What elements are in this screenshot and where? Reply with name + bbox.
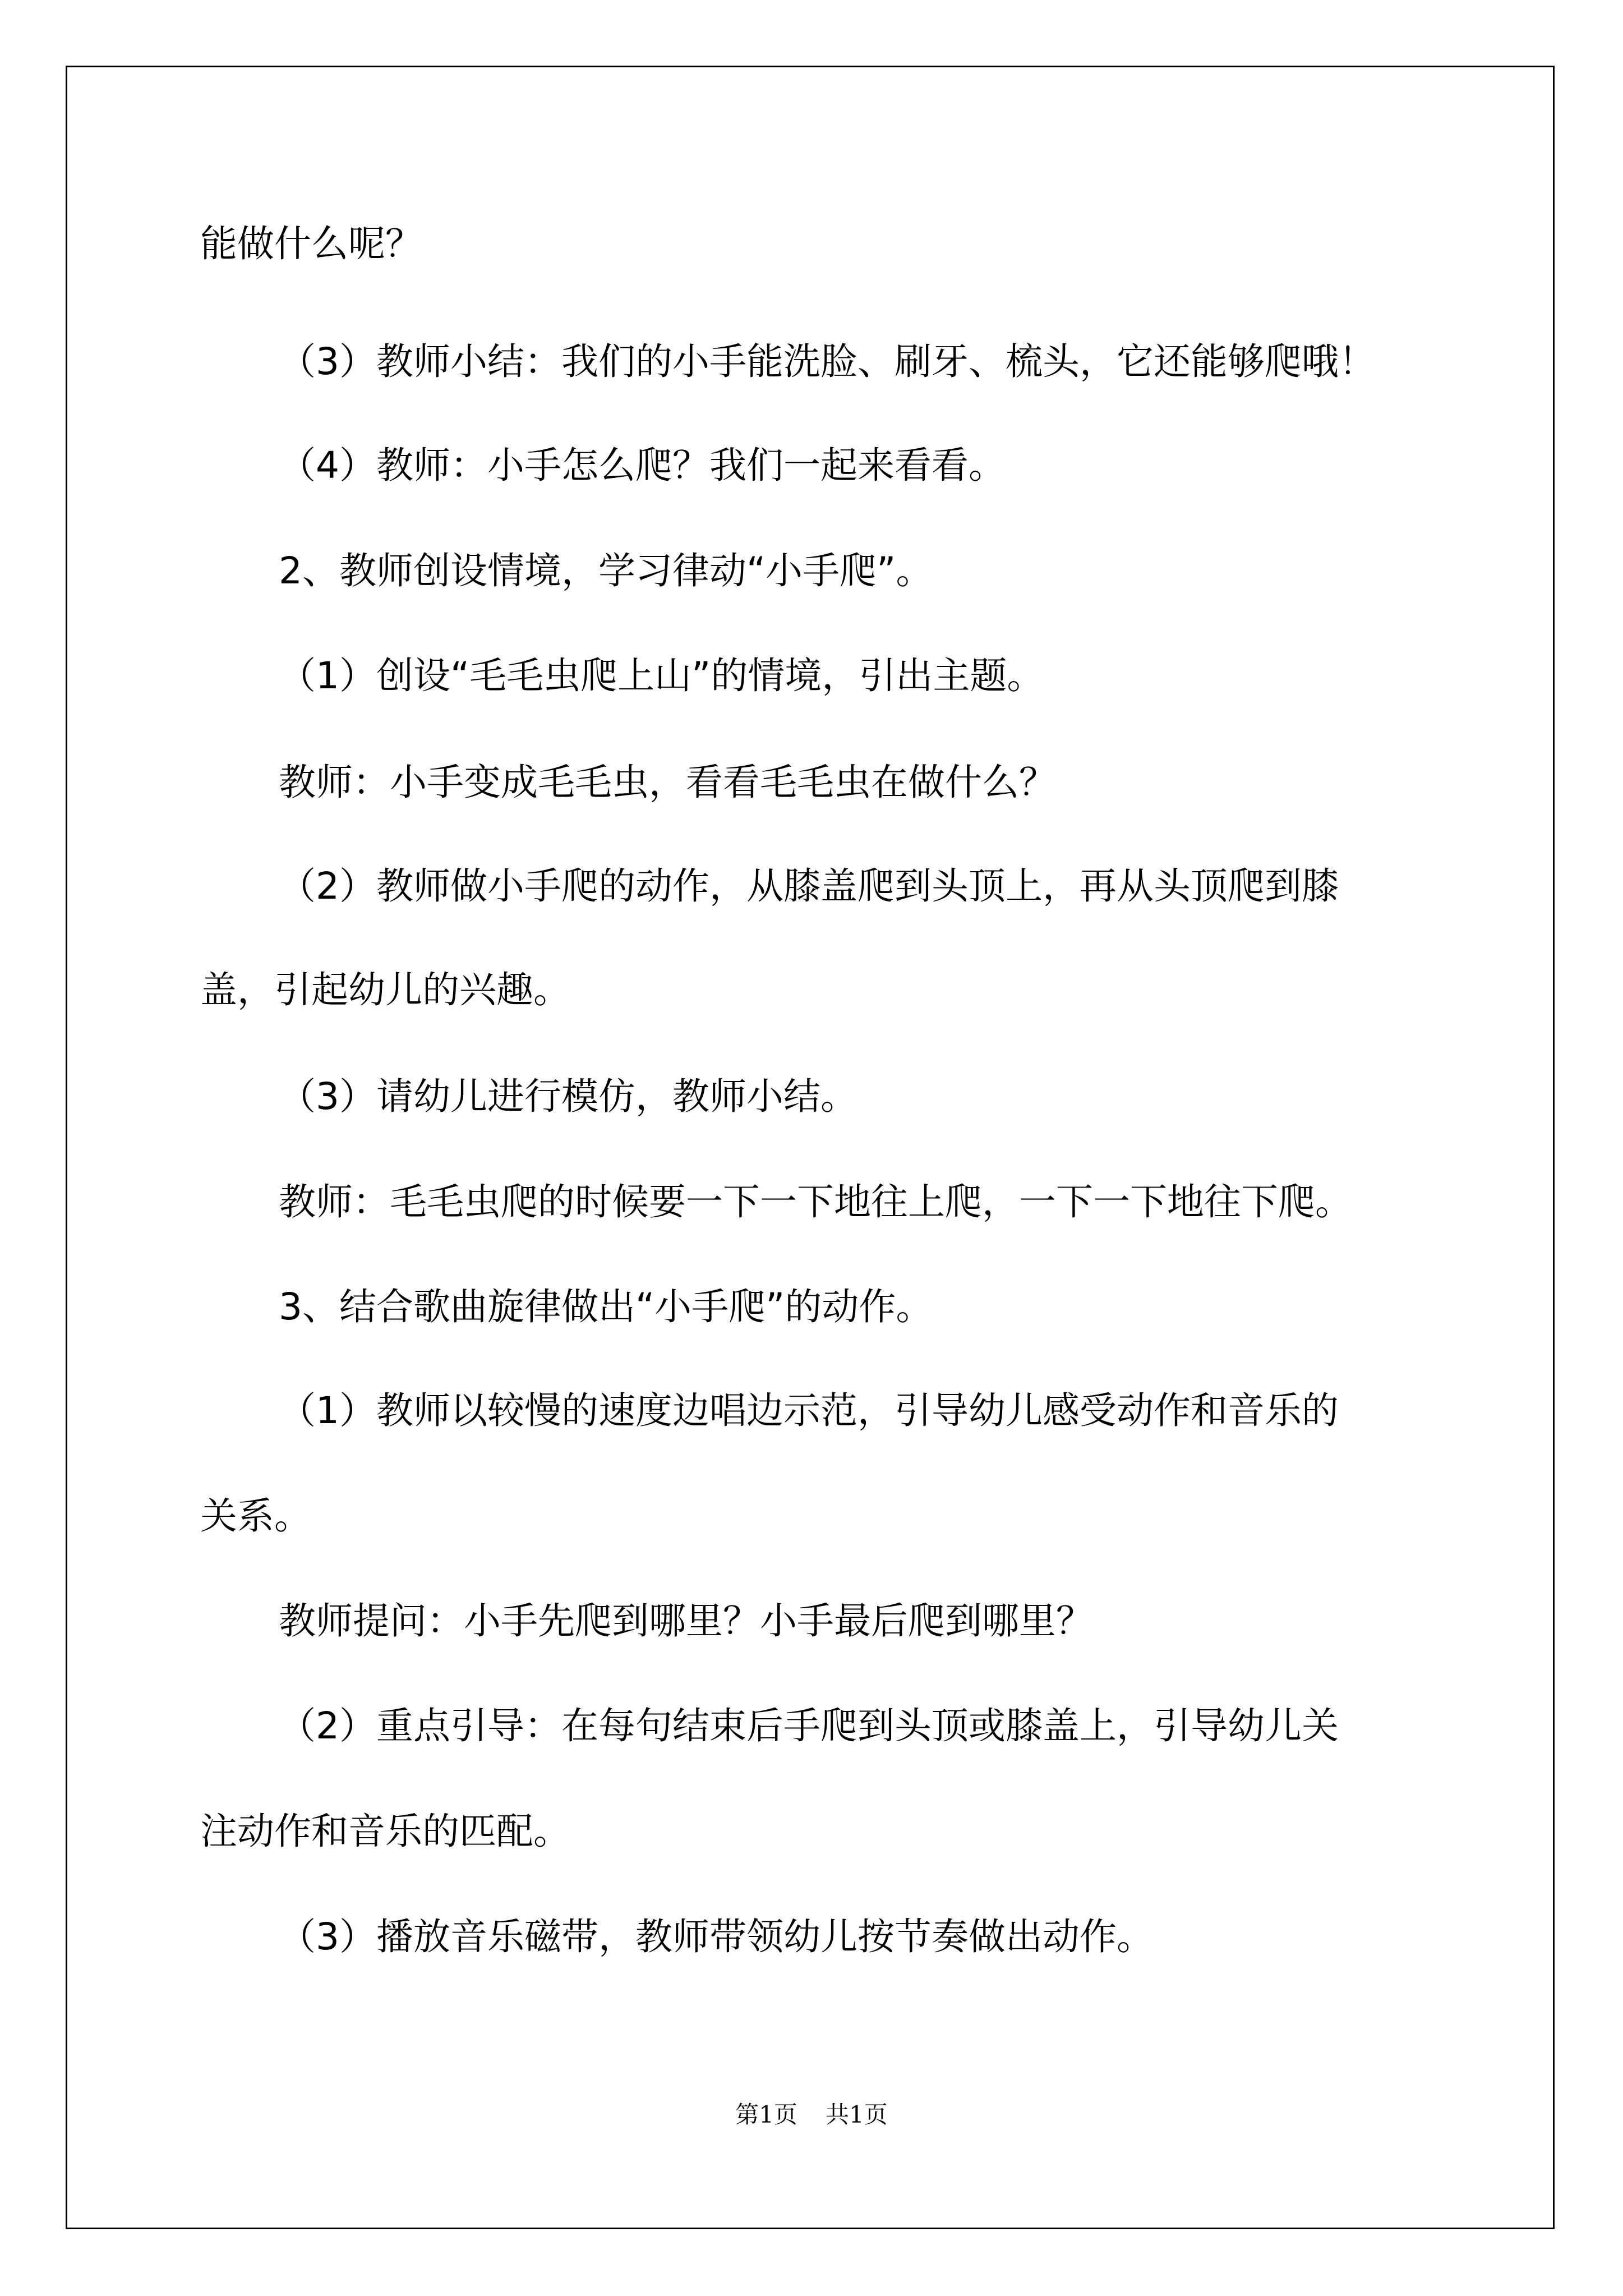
page-number-total: 共1页	[826, 2101, 888, 2128]
paragraph-line: （1）教师以较慢的速度边唱边示范，引导幼儿感受动作和音乐的	[279, 1389, 1339, 1432]
paragraph-line: （1）创设“毛毛虫爬上山”的情境，引出主题。	[279, 654, 1044, 697]
paragraph-line: （3）播放音乐磁带，教师带领幼儿按节奏做出动作。	[279, 1915, 1154, 1958]
paragraph-line: 2、教师创设情境，学习律动“小手爬”。	[279, 549, 933, 592]
paragraph-line: （2）重点引导：在每句结束后手爬到头顶或膝盖上，引导幼儿关	[279, 1704, 1339, 1747]
paragraph-line: 教师：毛毛虫爬的时候要一下一下地往上爬，一下一下地往下爬。	[279, 1180, 1352, 1223]
paragraph-line: （4）教师：小手怎么爬？我们一起来看看。	[279, 444, 1006, 487]
paragraph-line: 教师：小手变成毛毛虫，看看毛毛虫在做什么？	[279, 761, 1056, 804]
paragraph-line: 教师提问：小手先爬到哪里？小手最后爬到哪里？	[279, 1599, 1093, 1642]
paragraph-line: 能做什么呢？	[200, 222, 422, 265]
paragraph-line: （3）教师小结：我们的小手能洗脸、刷牙、梳头，它还能够爬哦！	[279, 340, 1376, 383]
paragraph-line: 3、结合歌曲旋律做出“小手爬”的动作。	[279, 1285, 933, 1328]
document-body	[200, 0, 1445, 2296]
paragraph-line: 关系。	[200, 1494, 311, 1538]
page-number-current: 第1页	[735, 2101, 797, 2128]
paragraph-line: 注动作和音乐的匹配。	[200, 1810, 570, 1853]
page-footer	[0, 2098, 1623, 2132]
paragraph-line: 盖，引起幼儿的兴趣。	[200, 968, 570, 1011]
paragraph-line: （2）教师做小手爬的动作，从膝盖爬到头顶上，再从头顶爬到膝	[279, 864, 1339, 908]
paragraph-line: （3）请幼儿进行模仿，教师小结。	[279, 1075, 857, 1118]
